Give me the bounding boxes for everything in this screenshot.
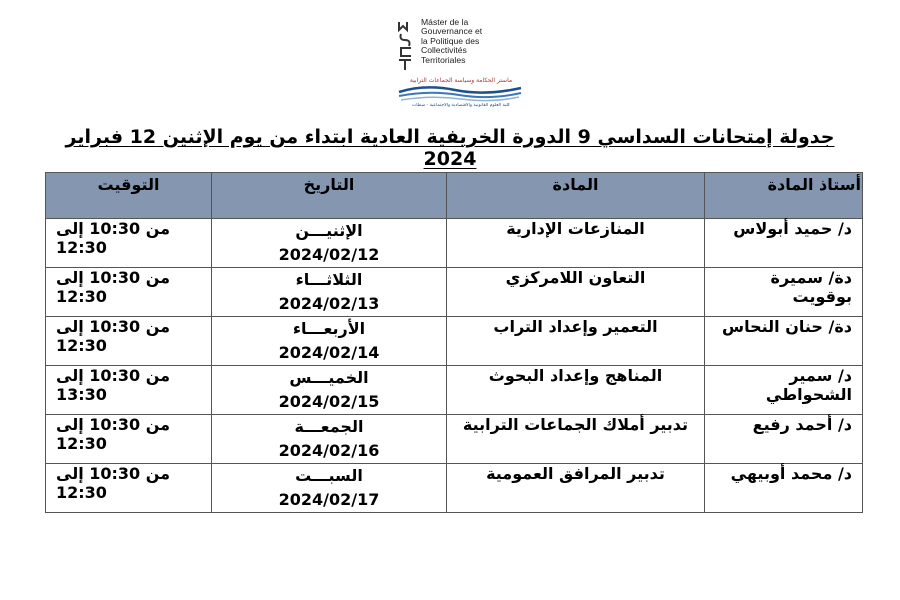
cell-time (46, 464, 212, 513)
cell-day: الإثنيـــن (295, 221, 363, 240)
table-row (46, 366, 863, 415)
master-logo (395, 18, 525, 110)
cell-date-value: 2024/02/17 (278, 490, 380, 509)
cell-date-value: 2024/02/12 (278, 245, 380, 264)
cell-date (212, 268, 447, 317)
cell-time (46, 317, 212, 366)
logo-line: Territoriales (421, 54, 466, 65)
cell-subject: التعاون اللامركزي (447, 268, 705, 317)
table-row (46, 317, 863, 366)
cell-date (212, 415, 447, 464)
cell-teacher: د/ محمد أوبيهي (705, 464, 863, 513)
logo-line: Collectivités (421, 45, 467, 56)
cell-time-value: من 10:30 إلى 12:30 (56, 415, 171, 453)
header-teacher: أستاذ المادة (705, 173, 863, 219)
cell-time-value: من 10:30 إلى 12:30 (56, 317, 171, 355)
cell-subject: تدبير أملاك الجماعات الترابية (447, 415, 705, 464)
cell-time (46, 219, 212, 268)
header-date: التاريخ (212, 173, 447, 219)
page-title (60, 126, 840, 170)
cell-time (46, 268, 212, 317)
cell-date-value: 2024/02/16 (278, 441, 380, 460)
exam-schedule-table (45, 172, 863, 513)
cell-date-value: 2024/02/13 (278, 294, 380, 313)
page-title-text: جدولة إمتحانات السداسي 9 الدورة الخريفية العادية ابتداء من يوم الإثنين 12 فبراير 2024 (65, 126, 835, 170)
cell-time-value: من 10:30 إلى 12:30 (56, 464, 171, 502)
cell-time (46, 415, 212, 464)
cell-date-value: 2024/02/15 (278, 392, 380, 411)
logo-text (421, 18, 525, 65)
logo-waves-icon (395, 84, 525, 104)
master-monogram-icon (397, 20, 417, 72)
table-row (46, 415, 863, 464)
cell-day: الخميـــس (289, 368, 369, 387)
cell-date (212, 317, 447, 366)
cell-time-value: من 10:30 إلى 12:30 (56, 268, 171, 306)
table-row (46, 268, 863, 317)
logo-sub-line: كلية العلوم القانونية والاقتصادية والاجتماعية - سطات (412, 103, 510, 108)
table-row (46, 219, 863, 268)
logo-arabic-line: ماستر الحكامة وسياسة الجماعات الترابية (409, 77, 513, 84)
cell-teacher: د/ حميد أبولاس (705, 219, 863, 268)
logo-line: la Politique des (421, 35, 480, 46)
cell-subject: تدبير المرافق العمومية (447, 464, 705, 513)
cell-teacher: دة/ حنان النحاس (705, 317, 863, 366)
cell-day: السبـــت (295, 466, 363, 485)
cell-subject: المنازعات الإدارية (447, 219, 705, 268)
logo-line: Máster de la (421, 17, 469, 27)
cell-subject: المناهج وإعداد البحوث (447, 366, 705, 415)
cell-date (212, 366, 447, 415)
cell-day: الثلاثـــاء (295, 270, 363, 289)
cell-day: الجمعـــة (294, 417, 364, 436)
cell-time-value: من 10:30 إلى 12:30 (56, 219, 171, 257)
cell-teacher: د/ أحمد رفيع (705, 415, 863, 464)
cell-teacher: دة/ سميرة بوقويت (705, 268, 863, 317)
cell-date-value: 2024/02/14 (278, 343, 380, 362)
logo-line: Gouvernance et (421, 26, 483, 37)
cell-date (212, 464, 447, 513)
header-time: التوقيت (46, 173, 212, 219)
cell-subject: التعمير وإعداد التراب (447, 317, 705, 366)
cell-time (46, 366, 212, 415)
header-subject: المادة (447, 173, 705, 219)
cell-time-value: من 10:30 إلى 13:30 (56, 366, 171, 404)
cell-date (212, 219, 447, 268)
cell-day: الأربعـــاء (292, 319, 366, 338)
table-row (46, 464, 863, 513)
table-header-row (46, 173, 863, 219)
cell-teacher: د/ سمير الشحواطي (705, 366, 863, 415)
